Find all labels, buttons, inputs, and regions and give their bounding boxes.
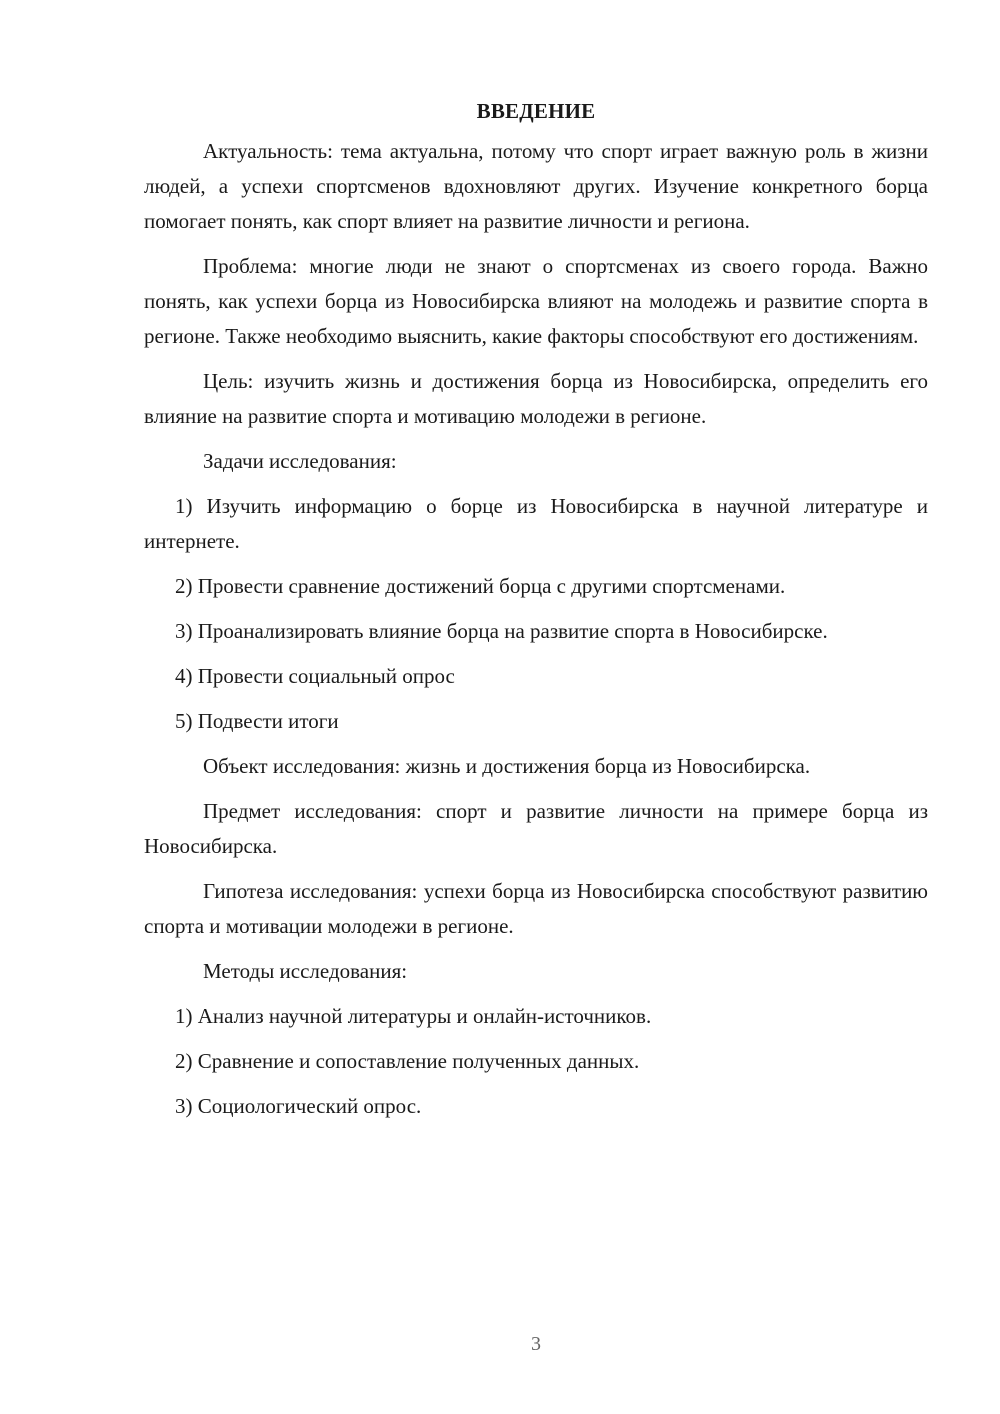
subject-paragraph: Предмет исследования: спорт и развитие личности на примере борца из Новосибирска. xyxy=(144,799,928,858)
section-heading: ВВЕДЕНИЕ xyxy=(476,99,596,123)
problem-paragraph: Проблема: многие люди не знают о спортсменах из своего города. Важно понять, как успехи борца из Новосибирска влияют на молодежь и развитие спорта в регионе. Также необходимо выяснить, какие факторы способствуют его достижениям. xyxy=(144,254,928,348)
relevance-paragraph: Актуальность: тема актуальна, потому что спорт играет важную роль в жизни людей, а успехи спортсменов вдохновляют других. Изучение конкретного борца помогает понять, как спорт влияет на развитие личности и региона. xyxy=(144,139,928,233)
object-paragraph: Объект исследования: жизнь и достижения борца из Новосибирска. xyxy=(203,754,811,778)
methods-title: Методы исследования: xyxy=(203,959,408,983)
method-item-1: 1) Анализ научной литературы и онлайн-источников. xyxy=(175,1004,652,1028)
goal-paragraph: Цель: изучить жизнь и достижения борца из Новосибирска, определить его влияние на развитие спорта и мотивацию молодежи в регионе. xyxy=(144,369,928,428)
task-item-3: 3) Проанализировать влияние борца на развитие спорта в Новосибирске. xyxy=(175,619,828,643)
method-item-2: 2) Сравнение и сопоставление полученных данных. xyxy=(175,1049,640,1073)
tasks-title: Задачи исследования: xyxy=(203,449,397,473)
method-item-3: 3) Социологический опрос. xyxy=(175,1094,422,1118)
page-number: 3 xyxy=(531,1333,541,1355)
document-page xyxy=(144,96,928,1134)
task-item-5: 5) Подвести итоги xyxy=(175,709,339,733)
task-item-2: 2) Провести сравнение достижений борца с другими спортсменами. xyxy=(175,574,786,598)
task-item-1: 1) Изучить информацию о борце из Новосибирска в научной литературе и интернете. xyxy=(144,494,928,553)
hypothesis-paragraph: Гипотеза исследования: успехи борца из Новосибирска способствуют развитию спорта и мотивации молодежи в регионе. xyxy=(144,879,928,938)
task-item-4: 4) Провести социальный опрос xyxy=(175,664,455,688)
